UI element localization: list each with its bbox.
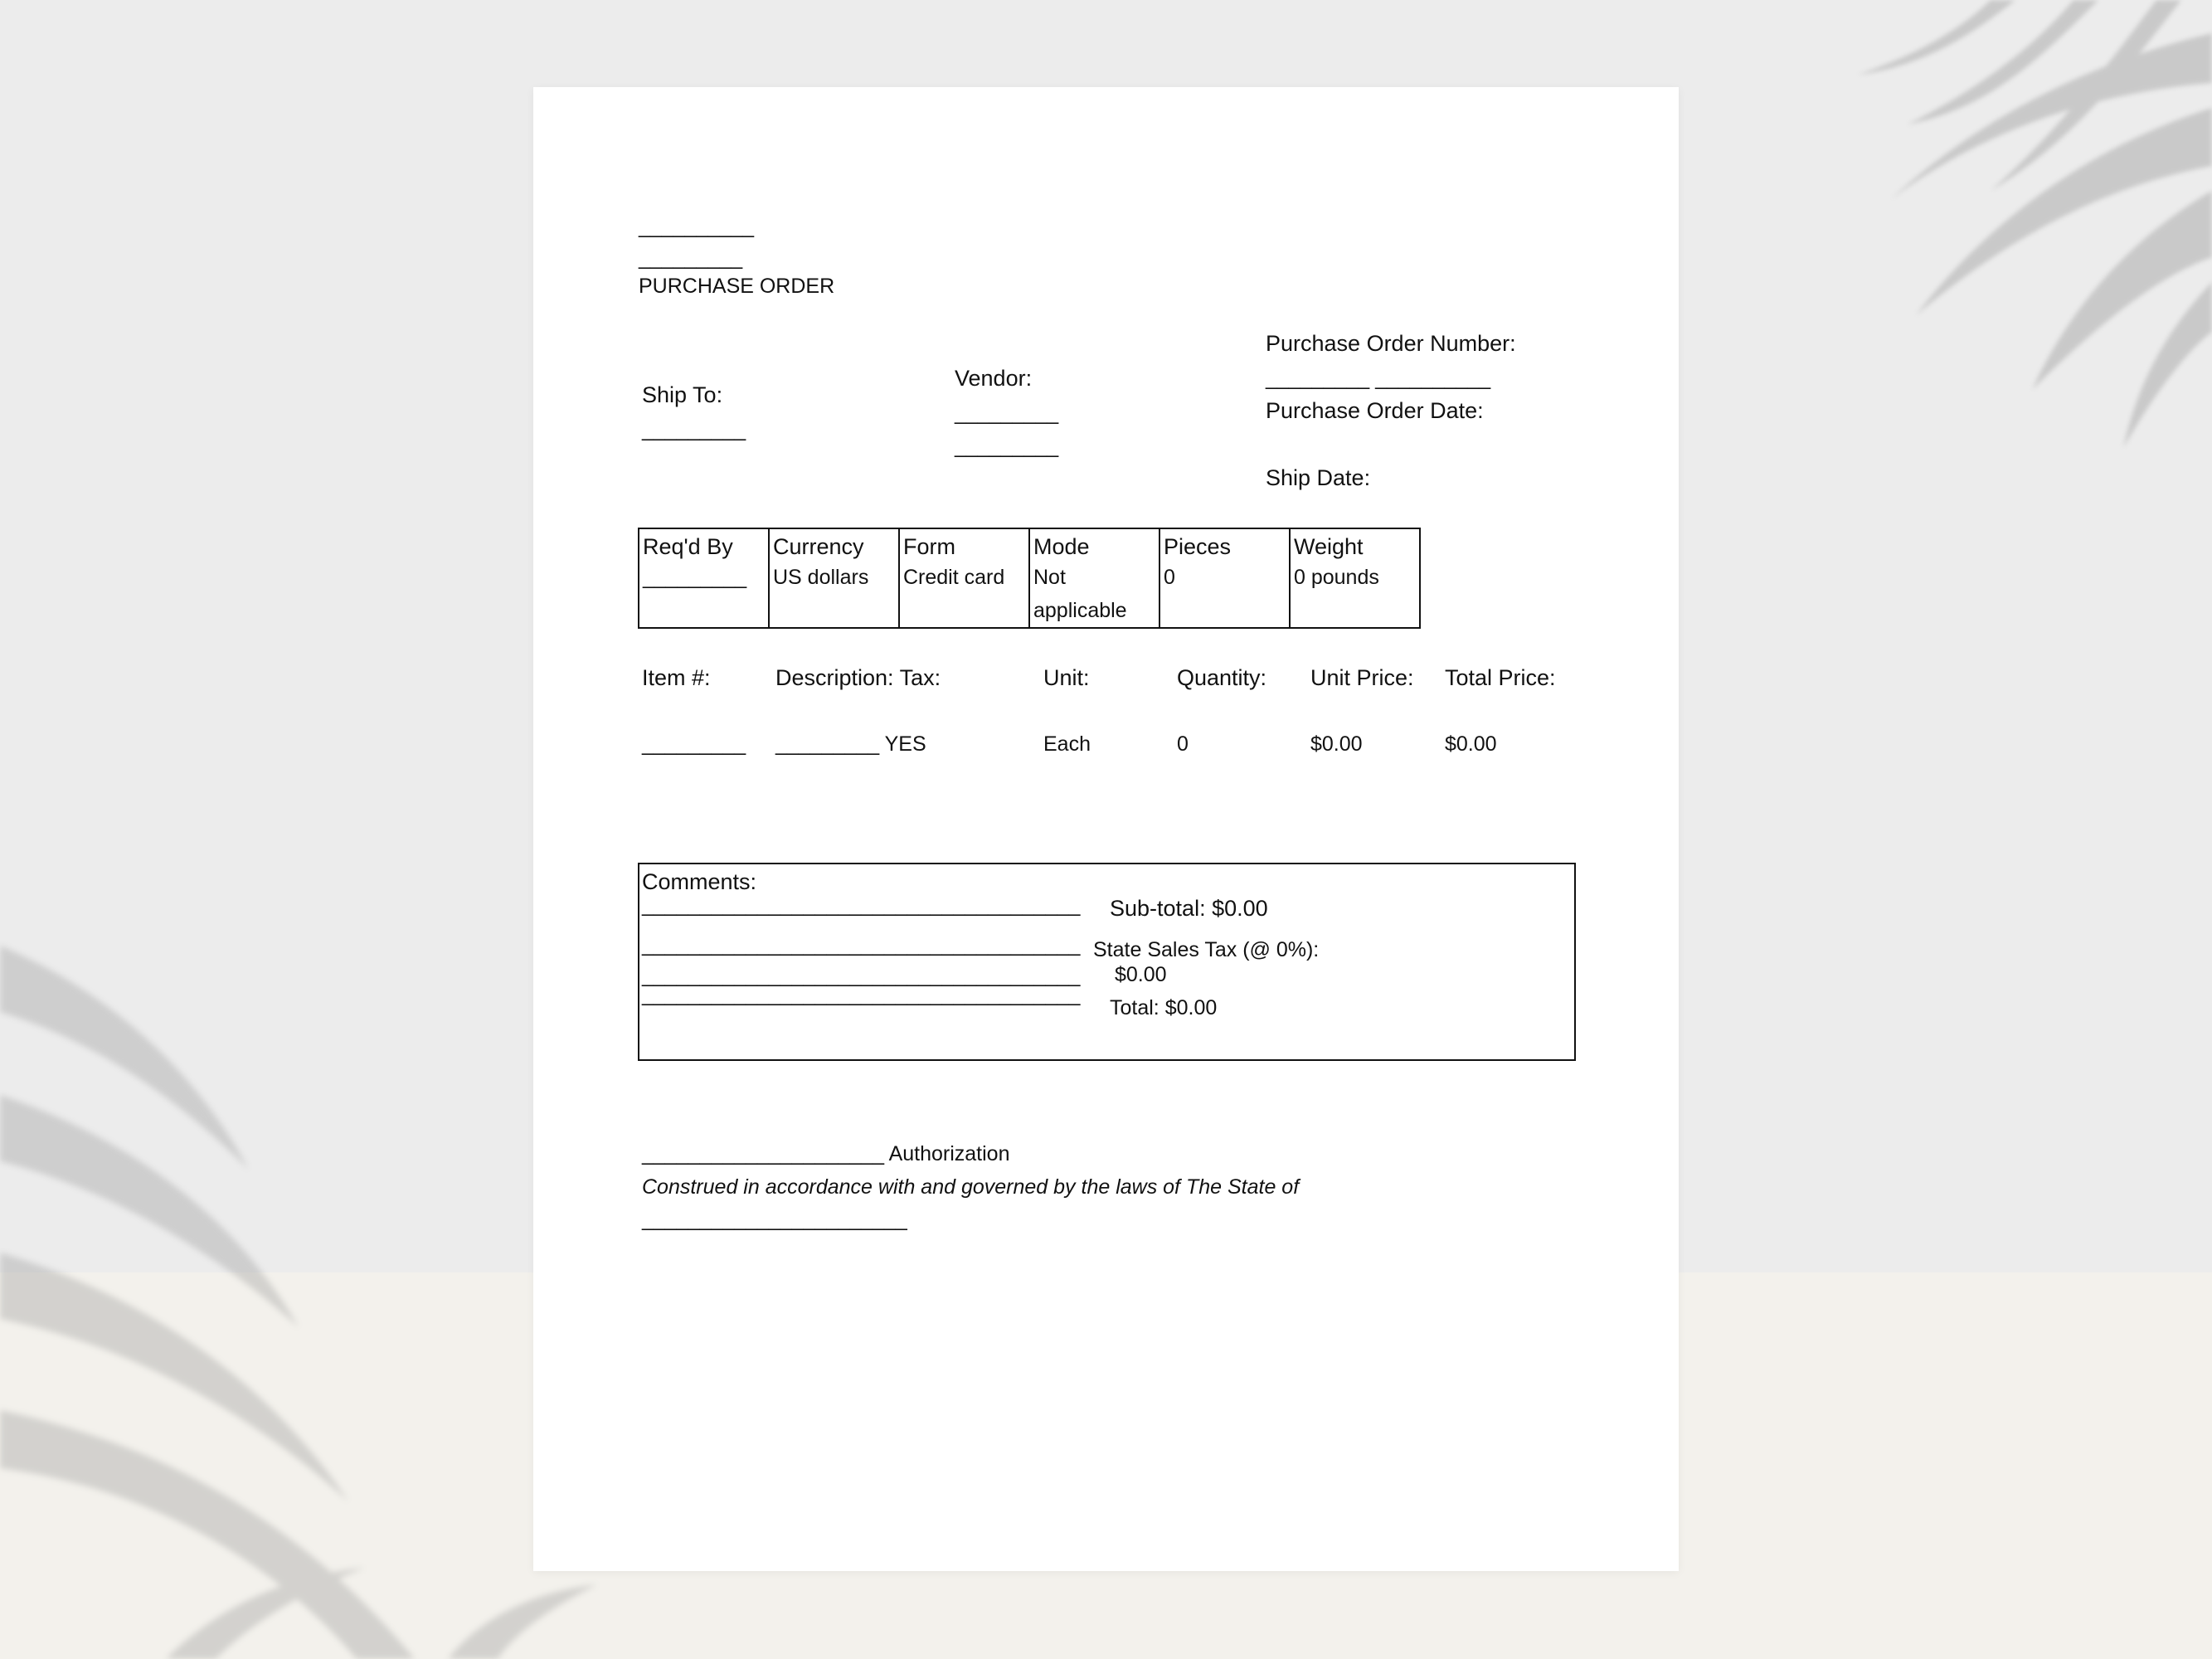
reqd-by-value: _________ bbox=[643, 566, 747, 589]
pieces-cell bbox=[1159, 528, 1290, 628]
comments-label: Comments: bbox=[642, 869, 757, 894]
ship-to-label: Ship To: bbox=[642, 382, 723, 407]
quantity-header: Quantity: bbox=[1177, 665, 1267, 690]
total-price-header: Total Price: bbox=[1445, 665, 1556, 690]
unit-price-header: Unit Price: bbox=[1310, 665, 1414, 690]
pieces-label: Pieces bbox=[1164, 534, 1232, 559]
quantity-value: 0 bbox=[1177, 732, 1189, 756]
description-tax-value: _________ YES bbox=[775, 732, 926, 756]
comments-line-4: ______________________________________ bbox=[642, 983, 1081, 1006]
po-date-label: Purchase Order Date: bbox=[1266, 398, 1484, 423]
unit-price-value: $0.00 bbox=[1310, 732, 1363, 756]
order-info-table bbox=[638, 528, 1421, 629]
sales-tax-value: $0.00 bbox=[1115, 963, 1167, 986]
vendor-line-1: _________ bbox=[955, 401, 1059, 425]
purchase-order-page bbox=[533, 87, 1679, 1571]
authorization-label: Authorization bbox=[888, 1142, 1010, 1165]
po-number-label: Purchase Order Number: bbox=[1266, 331, 1516, 356]
ship-date-label: Ship Date: bbox=[1266, 465, 1371, 490]
weight-cell bbox=[1290, 528, 1420, 628]
document-title: PURCHASE ORDER bbox=[639, 275, 835, 298]
weight-value: 0 pounds bbox=[1294, 566, 1379, 589]
unit-value: Each bbox=[1043, 732, 1091, 756]
palm-shadow-top-right bbox=[1642, 0, 2212, 484]
order-total: Total: $0.00 bbox=[1110, 996, 1218, 1019]
comments-line-2: ______________________________________ bbox=[642, 933, 1081, 956]
comments-line-3: ______________________________________ bbox=[642, 964, 1081, 987]
currency-label: Currency bbox=[773, 534, 864, 559]
sales-tax-label: State Sales Tax (@ 0%): bbox=[1093, 938, 1320, 961]
authorization-signature-line: _____________________ bbox=[642, 1142, 884, 1165]
item-number-header: Item #: bbox=[642, 665, 711, 690]
total-price-value: $0.00 bbox=[1445, 732, 1497, 756]
comments-line-1: ______________________________________ bbox=[642, 893, 1081, 917]
currency-cell bbox=[769, 528, 899, 628]
subtotal: Sub-total: $0.00 bbox=[1110, 896, 1268, 921]
form-cell bbox=[899, 528, 1029, 628]
ship-to-value: _________ bbox=[642, 418, 746, 441]
comments-box bbox=[638, 863, 1576, 1061]
vendor-line-2: _________ bbox=[955, 435, 1059, 458]
mode-value: Not applicable bbox=[1033, 566, 1127, 622]
header-line-2: _________ bbox=[639, 246, 743, 270]
item-number-value: _________ bbox=[642, 732, 746, 756]
form-value: Credit card bbox=[903, 566, 1005, 589]
form-label: Form bbox=[903, 534, 955, 559]
weight-label: Weight bbox=[1294, 534, 1364, 559]
po-number-value: _________ __________ bbox=[1266, 367, 1491, 390]
order-info-row bbox=[639, 528, 1420, 628]
unit-header: Unit: bbox=[1043, 665, 1090, 690]
state-line: _______________________ bbox=[642, 1208, 907, 1231]
mode-cell bbox=[1029, 528, 1159, 628]
pieces-value: 0 bbox=[1164, 566, 1175, 589]
governing-law-text: Construed in accordance with and governed by the laws of The State of bbox=[642, 1175, 1300, 1199]
currency-value: US dollars bbox=[773, 566, 869, 589]
mode-label: Mode bbox=[1033, 534, 1090, 559]
vendor-label: Vendor: bbox=[955, 366, 1033, 391]
description-tax-header: Description: Tax: bbox=[775, 665, 941, 690]
authorization-line bbox=[642, 1141, 1010, 1166]
reqd-by-cell bbox=[639, 528, 769, 628]
reqd-by-label: Req'd By bbox=[643, 534, 733, 559]
header-line-1: __________ bbox=[639, 215, 755, 238]
